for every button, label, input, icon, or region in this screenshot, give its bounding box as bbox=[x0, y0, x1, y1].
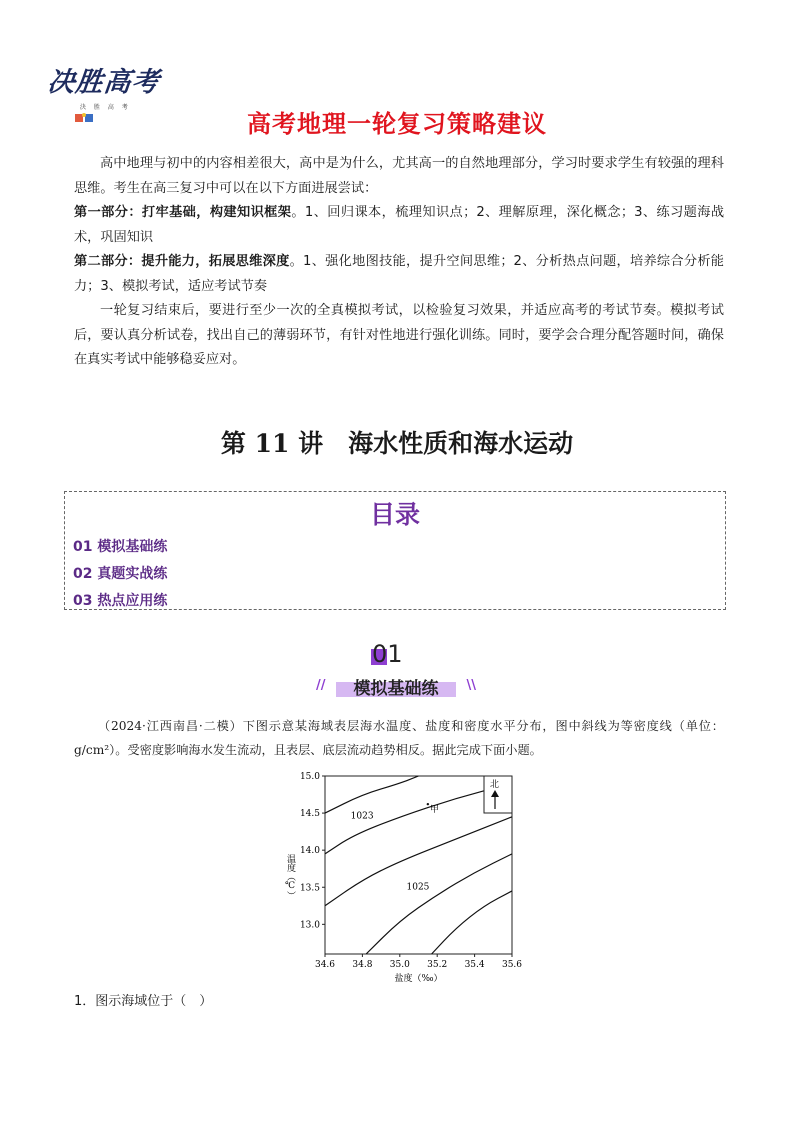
x-tick-label: 35.2 bbox=[427, 960, 448, 970]
x-tick-label: 34.8 bbox=[352, 960, 373, 970]
toc-item-2[interactable]: 02 真题实战练 bbox=[73, 566, 168, 582]
compass-label: 北 bbox=[490, 780, 500, 790]
isoline-label-1025: 1025 bbox=[406, 882, 430, 893]
point-jia-marker bbox=[427, 803, 429, 805]
y-axis-label: 温度（℃） bbox=[285, 854, 295, 900]
x-tick-label: 35.4 bbox=[464, 960, 485, 970]
isoline-label-1023: 1023 bbox=[350, 811, 374, 822]
logo-subtext: 決 胜 高 考 bbox=[80, 104, 131, 111]
section-heading bbox=[316, 674, 476, 702]
y-tick-label: 13.0 bbox=[299, 920, 320, 931]
section-number: 01 bbox=[372, 640, 403, 668]
section-slash-left: // bbox=[316, 678, 326, 693]
chart-labels bbox=[351, 776, 512, 892]
part1-text: 。1、回归课本，梳理知识点；2、理解原理，深化概念；3、练习题海战术，巩固知识 bbox=[74, 205, 725, 245]
mock-exam-paragraph: 一轮复习结束后，要进行至少一次的全真模拟考试，以检验复习效果，并适应高考的考试节奏。模拟考试后，要认真分析试卷，找出自己的薄弱环节，有针对性地进行强化训练。同时，要学会合理分配答题时间，确保在真实考试中能够稳妥应对。 bbox=[74, 303, 724, 367]
part1-paragraph bbox=[74, 201, 724, 250]
question-intro: （2024·江西南昌·二模）下图示意某海域表层海水温度、盐度和密度水平分布，图中斜线为等密度线（单位：g/cm²）。受密度影响海水发生流动，且表层、底层流动趋势相反。据此完成下面小题。 bbox=[74, 719, 724, 757]
toc-item-3[interactable]: 03 热点应用练 bbox=[73, 593, 168, 609]
y-tick-label: 13.5 bbox=[299, 883, 320, 894]
x-axis-label: 盐度（‰） bbox=[394, 974, 443, 984]
lecture-title: 第 11 讲 海水性质和海水运动 bbox=[220, 429, 574, 458]
section-title: 模拟基础练 bbox=[353, 679, 439, 699]
toc-title: 目录 bbox=[369, 500, 420, 529]
logo-text: 决胜高考 bbox=[46, 67, 162, 98]
isoline-5 bbox=[432, 891, 512, 954]
x-tick-label: 35.0 bbox=[389, 960, 410, 970]
part2-paragraph bbox=[74, 250, 724, 299]
density-chart bbox=[274, 768, 524, 986]
section-slash-right: \\ bbox=[466, 678, 476, 693]
point-jia-label: 甲 bbox=[429, 805, 439, 816]
document-title: 高考地理一轮复习策略建议 bbox=[247, 110, 547, 138]
y-tick-label: 15.0 bbox=[299, 772, 320, 782]
x-tick-label: 34.6 bbox=[314, 960, 336, 970]
question-1: 1．图示海域位于（ ） bbox=[74, 994, 213, 1009]
part1-label: 第一部分：打牢基础，构建知识框架 bbox=[74, 205, 292, 220]
intro-paragraph: 高中地理与初中的内容相差很大，高中是为什么，尤其高一的自然地理部分，学习时要求学生有较强的理科思维。考生在高三复习中可以在以下方面进展尝试： bbox=[74, 156, 724, 196]
isoline-1 bbox=[325, 776, 419, 813]
y-tick-label: 14.0 bbox=[299, 846, 320, 857]
toc-item-1[interactable]: 01 模拟基础练 bbox=[73, 539, 168, 555]
part2-text: 。1、强化地图技能，提升空间思维；2、分析热点问题，培养综合分析能力；3、模拟考试，适应考试节奏 bbox=[74, 254, 724, 294]
part2-label: 第二部分：提升能力，拓展思维深度 bbox=[74, 254, 290, 269]
y-tick-label: 14.5 bbox=[299, 809, 320, 820]
x-tick-label: 35.6 bbox=[501, 960, 523, 970]
table-of-contents bbox=[64, 491, 726, 610]
isoline-4 bbox=[366, 854, 512, 954]
